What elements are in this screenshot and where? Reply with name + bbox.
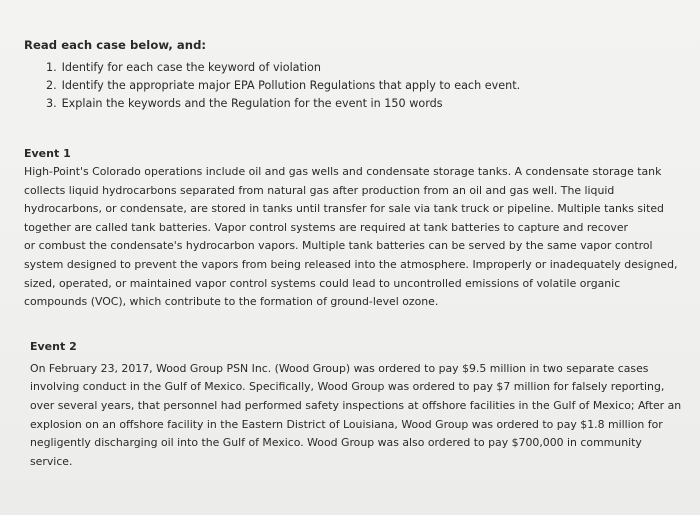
event-2-title: Event 2 xyxy=(30,339,77,353)
event-2-line: over several years, that personnel had performed safety inspections at offshore facilities in the Gulf of Mexico; After an xyxy=(30,398,682,412)
event-2-line: On February 23, 2017, Wood Group PSN Inc. (Wood Group) was ordered to pay $9.5 million in two separate cases xyxy=(30,361,649,375)
event-2-line: involving conduct in the Gulf of Mexico. Specifically, Wood Group was ordered to pay $7 million for falsely reporting, xyxy=(30,380,665,394)
event-1-line: hydrocarbons, or condensate, are stored in tanks until transfer for sale via tank truck or pipeline. Multiple tanks sited xyxy=(24,202,664,216)
event-1-title: Event 1 xyxy=(24,147,71,160)
event-2-line: service. xyxy=(30,454,73,468)
task-text: Identify the appropriate major EPA Pollution Regulations that apply to each event. xyxy=(61,79,521,92)
event-2-line: negligently discharging oil into the Gulf of Mexico. Wood Group was also ordered to pay $700,000 in community xyxy=(30,436,642,450)
event-1-line: compounds (VOC), which contribute to the formation of ground-level ozone. xyxy=(24,295,439,309)
event-1-line: or combust the condensate's hydrocarbon vapors. Multiple tank batteries can be served by the same vapor control xyxy=(24,239,653,253)
task-list xyxy=(46,59,680,113)
event-1-line: High-Point's Colorado operations include oil and gas wells and condensate storage tanks. A condensate storage tank xyxy=(24,165,662,178)
task-number: 1. xyxy=(46,61,57,74)
task-item-1 xyxy=(46,59,680,77)
event-1-line: collects liquid hydrocarbons separated from natural gas after production from an oil and gas well. The liquid xyxy=(24,183,615,197)
event-1-line: sized, operated, or maintained vapor control systems could lead to uncontrolled emissions of volatile organic xyxy=(24,276,621,290)
event-2-section xyxy=(30,338,680,472)
task-text: Identify for each case the keyword of violation xyxy=(61,61,321,74)
instructions-heading: Read each case below, and: xyxy=(24,38,207,52)
event-2-line: explosion on an offshore facility in the Eastern District of Louisiana, Wood Group was ordered to pay $1.8 million for xyxy=(30,417,663,431)
task-number: 3. xyxy=(46,97,57,110)
event-1-line: together are called tank batteries. Vapor control systems are required at tank batteries to capture and recover xyxy=(24,220,629,234)
task-number: 2. xyxy=(46,79,57,92)
event-1-section xyxy=(24,145,680,312)
event-1-line: system designed to prevent the vapors from being released into the atmosphere. Improperly or inadequately designed, xyxy=(24,257,678,271)
task-item-2 xyxy=(46,77,680,95)
task-item-3 xyxy=(46,95,680,113)
task-text: Explain the keywords and the Regulation for the event in 150 words xyxy=(61,97,443,110)
